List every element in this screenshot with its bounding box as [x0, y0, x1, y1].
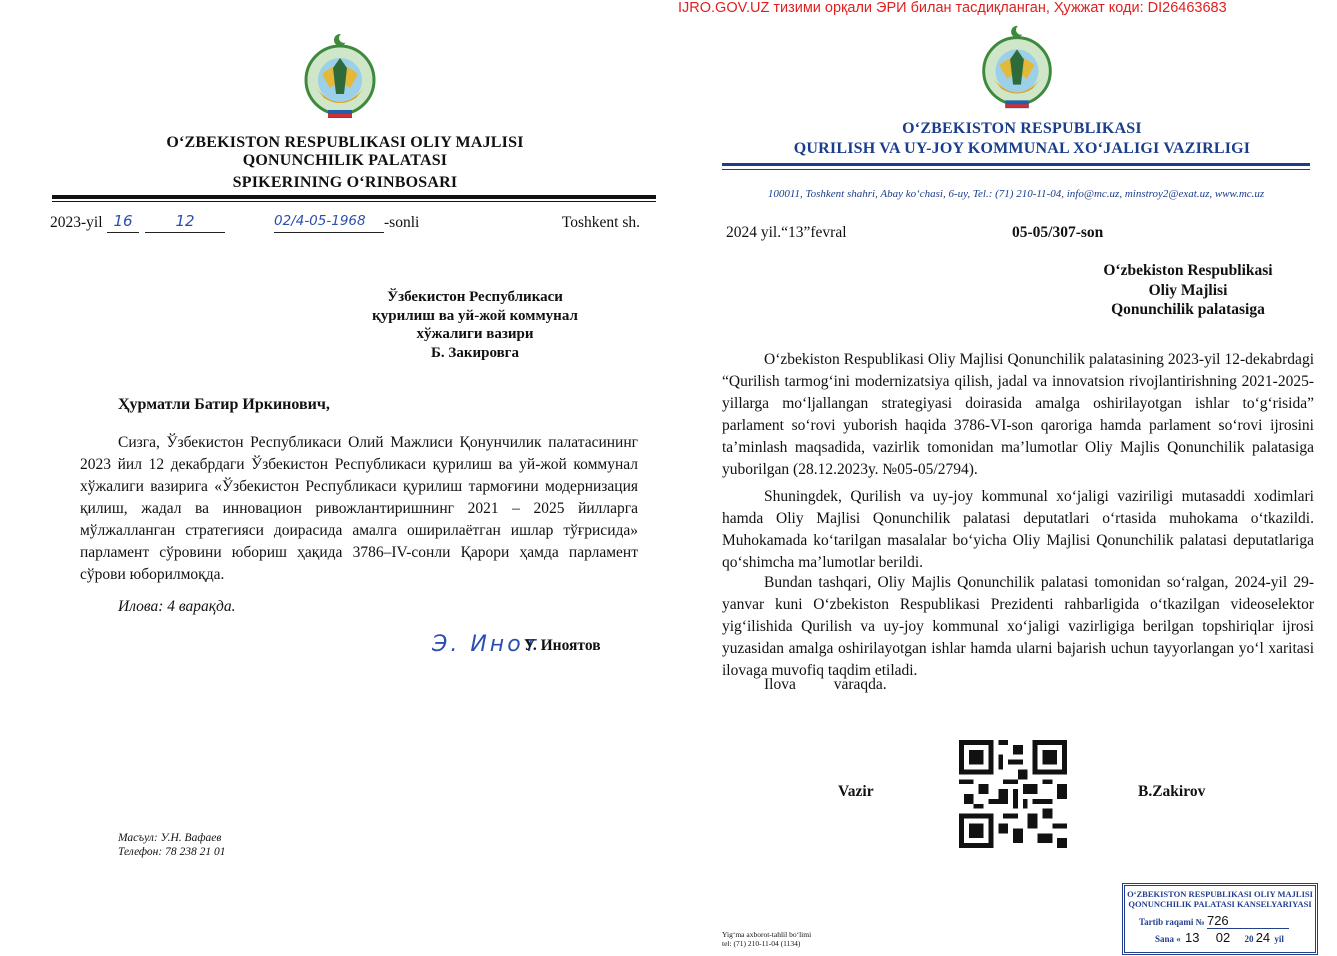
- letter-body: Сизга, Ўзбекистон Республикаси Олий Мажлиси Қонунчилик палатасининг 2023 йил 12 декабрдаги Ўзбекистон Республикаси қурилиш ва уй-жой коммунал хўжалиги вазирига «Ўзбекистон Республикаси қурилиш тармоғини модернизация қилиш, жадал ва инновацион ривожлантиришнинг 2021 – 2025 йилларга мўлжалланган стратегияси доирасида амалга оширилаётган ишлар тўғрисида» парламент сўровини юбориш ҳақида 3786–IV-сонли Қарори ҳамда парламент сўрови юборилмоқда.: [80, 434, 638, 583]
- stamp-year-suffix: yil: [1274, 934, 1284, 944]
- verification-line: IJRO.GOV.UZ тизими орқали ЭРИ билан тасдиқланган, Ҳужжат коди: DI26463683: [678, 0, 1227, 16]
- stamp-date-row: [1155, 930, 1315, 945]
- recipient-line: Qonunchilik palatasiga: [1111, 301, 1265, 318]
- state-emblem-right: [976, 20, 1058, 118]
- stamp-line1: O‘ZBEKISTON RESPUBLIKASI OLIY MAJLISI: [1127, 889, 1313, 899]
- ministry-address: 100011, Toshkent shahri, Abay ko‘chasi, 6-uy, Tel.: (71) 210-11-04, info@mc.uz, minstroy2@exat.uz, www.mc.uz: [767, 188, 1265, 200]
- signature-scribble: Э. Инот: [432, 632, 540, 657]
- org-name-line2: QONUNCHILIK PALATASI: [242, 152, 448, 169]
- greeting: Ҳурматли Батир Иркинович,: [118, 396, 330, 413]
- city: Toshkent sh.: [561, 214, 640, 231]
- year-label: 2023-yil: [50, 214, 103, 231]
- ministry-line1: O‘ZBEKISTON RESPUBLIKASI: [902, 120, 1142, 137]
- outgoing-date: 2024 yil.“13”fevral: [726, 224, 847, 241]
- phone: Телефон: 78 238 21 01: [118, 846, 226, 858]
- stamp-year: 24: [1255, 930, 1271, 945]
- paragraph-1: O‘zbekiston Respublikasi Oliy Majlisi Qonunchilik palatasining 2023-yil 12-dekabrdagi “Qurilish tarmog‘ini modernizatsiya qilish, jadal va innovatsion rivojlantirishning 2021-2025-yillarga mo‘ljallangan strategiyasi doirasida amalga oshirilayotgan ishlar to‘g‘risida” parlament so‘rovi yuborish haqida 3786-VI-son qaroriga hamda parlament so‘rovi ijrosini ta’minlash maqsadida, vazirlik tomonidan ma’lumotlar Oliy Majlis Qonunchilik palatasiga yuborilgan (28.12.2023y. №05-05/2794).: [722, 351, 1314, 478]
- addressee-line: хўжалиги вазири: [416, 326, 534, 342]
- state-emblem-left: [300, 28, 380, 128]
- registration-stamp: [1122, 883, 1318, 955]
- addressee-line: қурилиш ва уй-жой коммунал: [372, 307, 578, 324]
- date-month-field: [145, 212, 225, 233]
- stamp-day: 13: [1185, 930, 1200, 945]
- addressee-line: Б. Закировга: [430, 344, 519, 361]
- attachment-line: [764, 676, 887, 694]
- date-day-field: [107, 212, 139, 233]
- paragraph-2: Shuningdek, Qurilish va uy-joy kommunal xo‘jaligi vaziriligi mutasaddi xodimlari hamda Oliy Majlisi Qonunchilik palatasi deputatlari o‘rtasida muhokama o‘tkazildi. Muhokamada ko‘tarilgan masalalar bo‘yicha Oliy Majlisi Qonunchilik palatasi deputatlariga qo‘shimcha ma’lumotlar berildi.: [722, 488, 1314, 571]
- paragraph-3: Bundan tashqari, Oliy Majlis Qonunchilik palatasi tomonidan so‘ralgan, 2024-yil 29-yanvar kuni O‘zbekiston Respublikasi Prezidenti rahbarligida o‘tkazilgan videoselektor yig‘ilishida Qurilish va uy-joy kommunal xo‘jaligi vazirligiga berilgan topshiriqlar ijrosi yuzasidan amalga oshirilayotgan ishlar hamda ularni bajarish uchun tayyorlangan yo‘l xaritasi ilovaga muvofiq taqdim etiladi.: [722, 574, 1314, 679]
- ministry-line2: QURILISH VA UY-JOY KOMMUNAL XO‘JALIGI VAZIRLIGI: [793, 140, 1251, 157]
- footer-dept: Yig‘ma axborot-tahlil bo‘limi: [722, 930, 812, 939]
- outgoing-number: 05-05/307-son: [1012, 224, 1104, 241]
- addressee: [300, 288, 650, 362]
- stamp-month: 02: [1215, 930, 1231, 945]
- stamp-reg-number: 726: [1207, 913, 1289, 929]
- attachment-unit: varaqda.: [833, 676, 887, 693]
- header-rule: [52, 195, 656, 199]
- qr-code-icon: [958, 740, 1068, 848]
- stamp-year-prefix: 20: [1244, 934, 1254, 944]
- ministry-rule: [722, 163, 1310, 166]
- stamp-line2: QONUNCHILIK PALATASI KANSELYARIYASI: [1128, 899, 1312, 909]
- number-field: [274, 212, 384, 233]
- footer-phone: tel: (71) 210-11-04 (1134): [722, 939, 801, 948]
- header-rule-thin: [52, 201, 656, 202]
- responsible: Масъул: У.Н. Вафаев: [118, 832, 222, 844]
- stamp-reg-row: [1139, 913, 1315, 928]
- number-suffix: -sonli: [384, 214, 420, 231]
- attachment-label: Ilova: [764, 676, 796, 693]
- signer-name: У. Иноятов: [524, 637, 601, 654]
- recipient-line: Oliy Majlisi: [1148, 281, 1228, 299]
- date-month: 12: [175, 212, 195, 230]
- stamp-date-label: Sana «: [1155, 934, 1181, 944]
- attachment-note: Илова: 4 варақда.: [118, 598, 236, 615]
- org-name-line3: SPIKERINING O‘RINBOSARI: [232, 174, 458, 191]
- org-name-line1: O‘ZBEKISTON RESPUBLIKASI OLIY MAJLISI: [166, 134, 524, 151]
- position-title: Vazir: [838, 783, 874, 800]
- addressee-line: Ўзбекистон Республикаси: [387, 289, 563, 305]
- ministry-rule-thin: [722, 169, 1310, 170]
- recipient-line: O‘zbekiston Respublikasi: [1103, 262, 1273, 279]
- stamp-reg-label: Tartib raqami №: [1139, 917, 1205, 927]
- date-day: 16: [113, 212, 133, 230]
- recipient: [1060, 261, 1316, 320]
- date-row: [50, 212, 650, 236]
- minister-name: B.Zakirov: [1138, 783, 1206, 800]
- reg-number: 02/4-05-1968: [274, 213, 366, 229]
